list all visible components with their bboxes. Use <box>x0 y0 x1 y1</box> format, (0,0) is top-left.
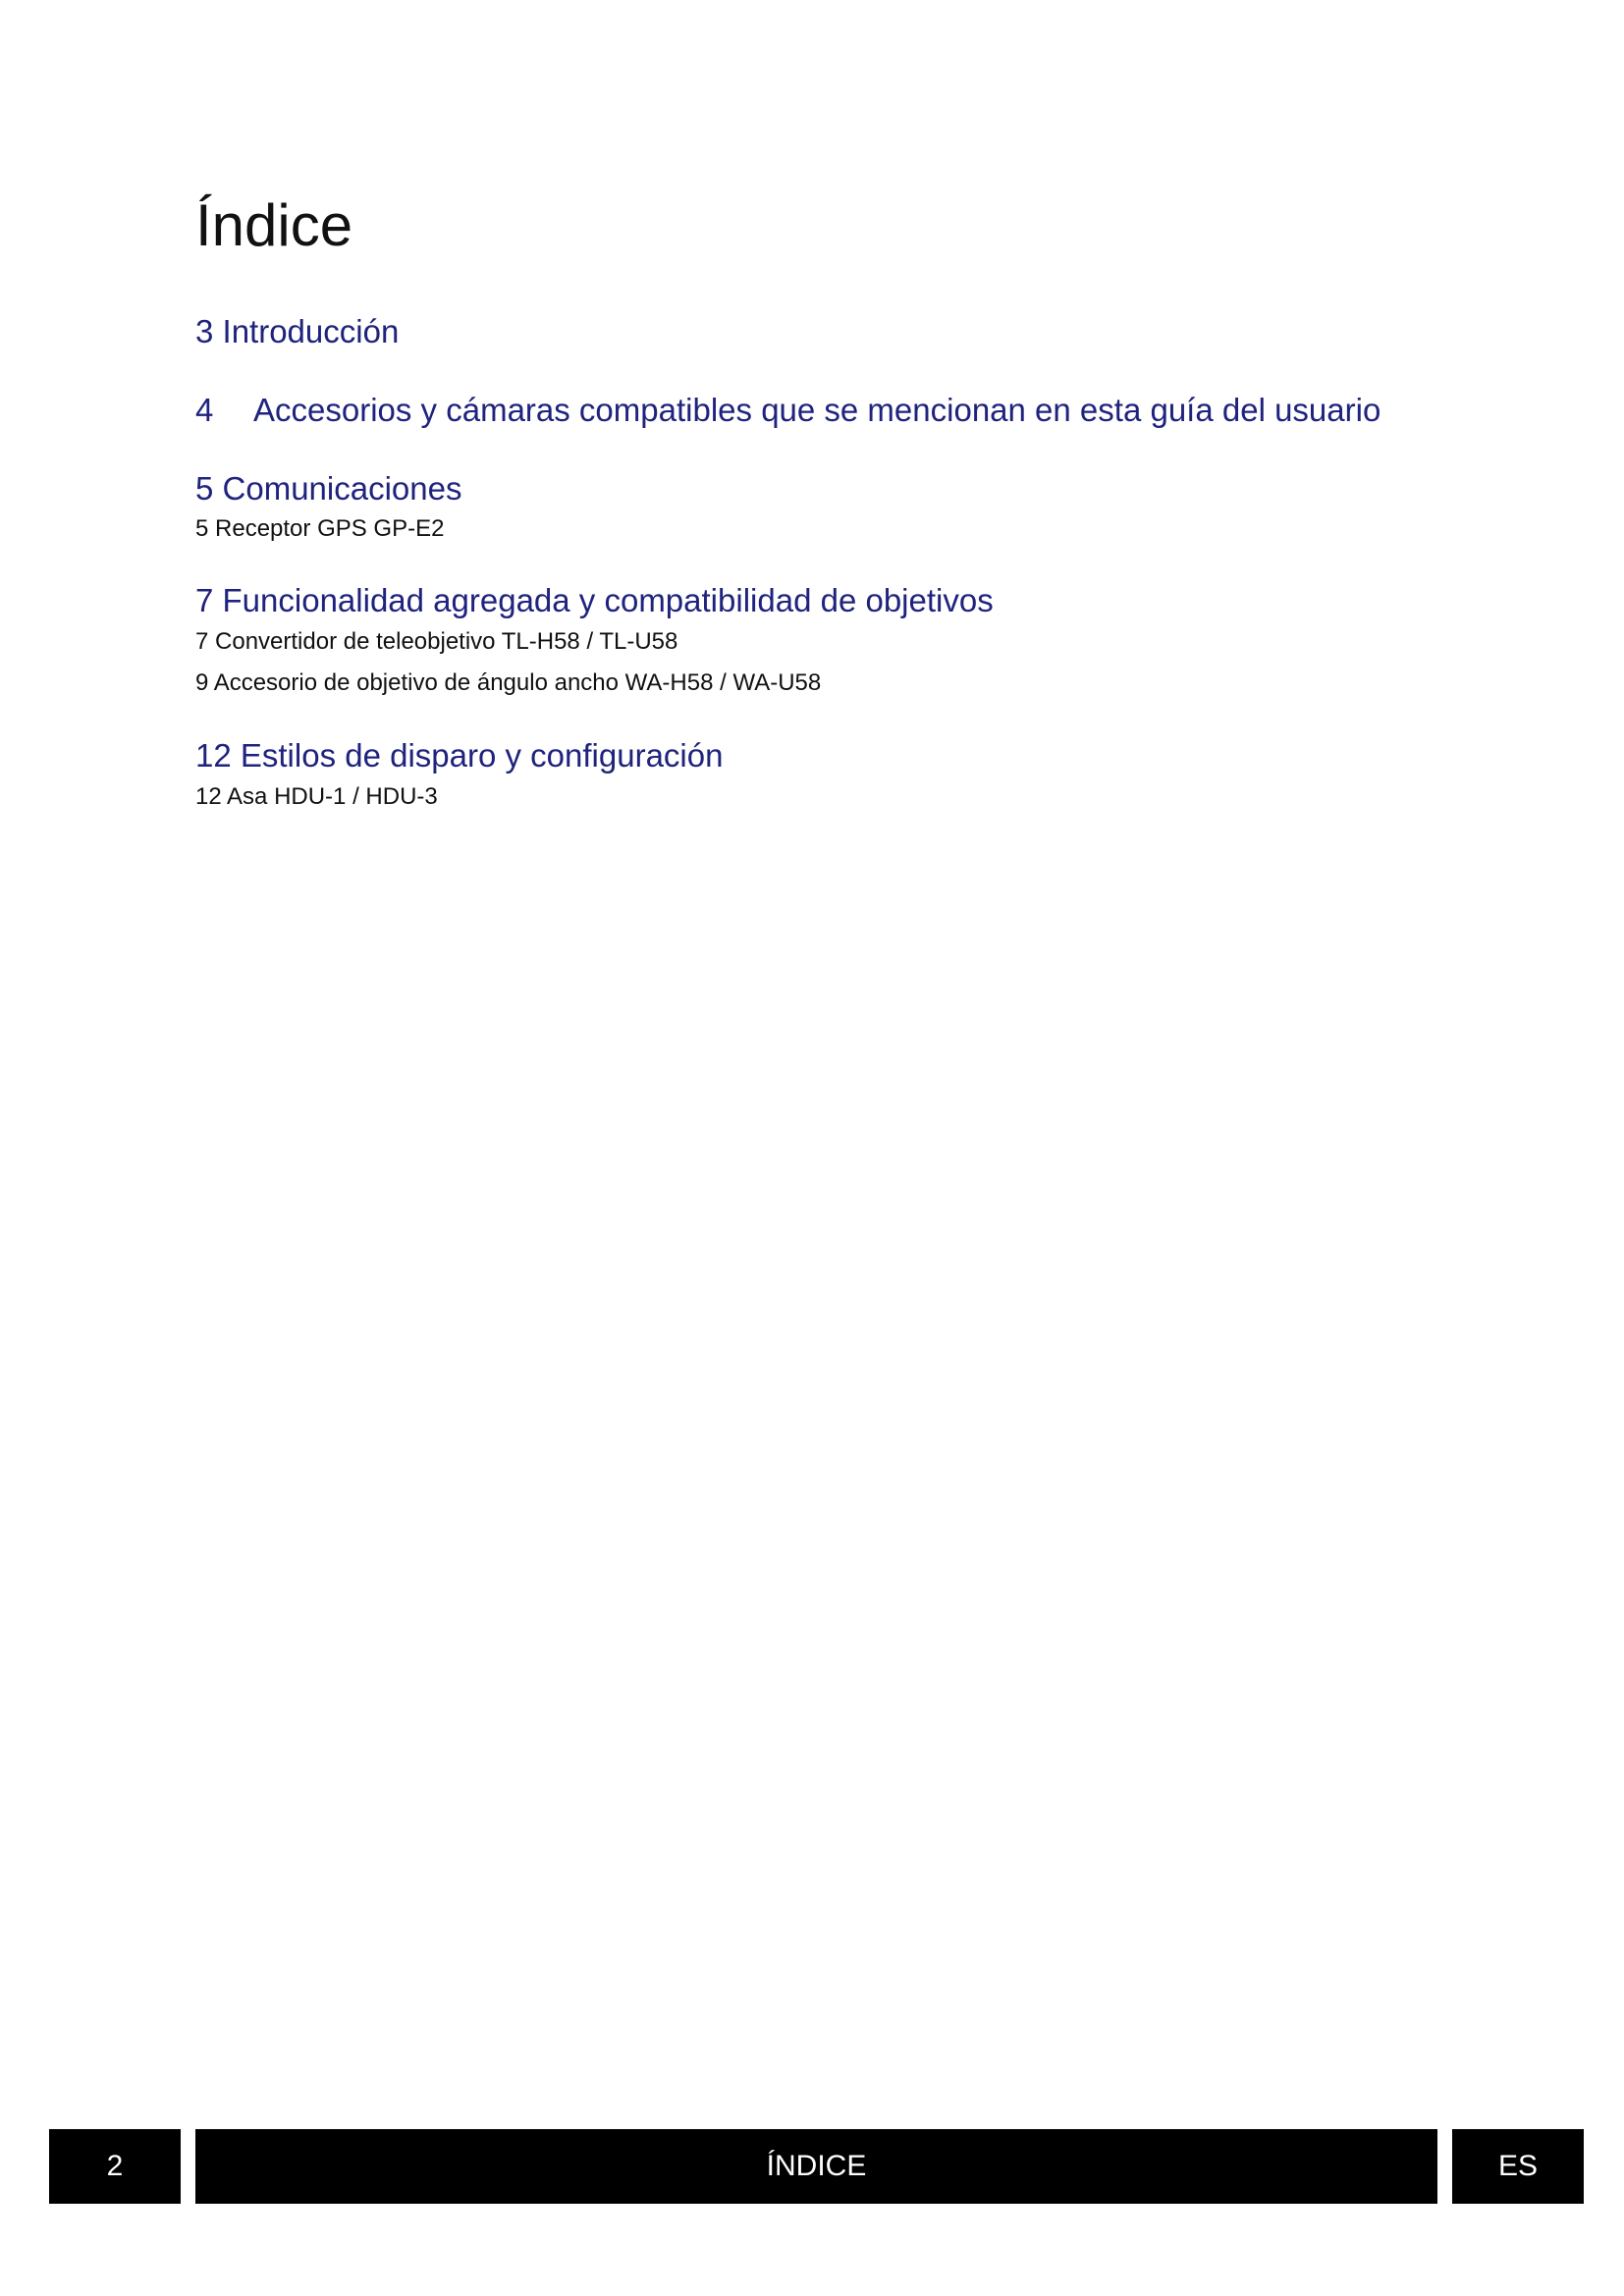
toc-entry-estilos[interactable]: 12 Estilos de disparo y configuración <box>195 737 724 774</box>
footer-section-title: ÍNDICE <box>195 2129 1437 2204</box>
toc-subentry-asa[interactable]: 12 Asa HDU-1 / HDU-3 <box>195 783 438 810</box>
toc-subentry-receptor-gps[interactable]: 5 Receptor GPS GP-E2 <box>195 515 445 542</box>
toc-entry-funcionalidad[interactable]: 7 Funcionalidad agregada y compatibilidad de objetivos <box>195 582 994 618</box>
toc-entry-comunicaciones[interactable]: 5 Comunicaciones <box>195 470 462 507</box>
footer-language: ES <box>1452 2129 1584 2204</box>
toc-entry-number: 4 <box>195 392 214 428</box>
toc-entry-accesorios[interactable] <box>195 391 1380 430</box>
page-title: Índice <box>195 192 353 258</box>
toc-entry-label: Accesorios y cámaras compatibles que se mencionan en esta guía del usuario <box>253 392 1381 428</box>
toc-subentry-gran-angular[interactable]: 9 Accesorio de objetivo de ángulo ancho WA-H58 / WA-U58 <box>195 669 822 696</box>
footer-page-number: 2 <box>49 2129 181 2204</box>
toc-entry-introduccion[interactable]: 3 Introducción <box>195 313 400 349</box>
toc-subentry-convertidor[interactable]: 7 Convertidor de teleobjetivo TL-H58 / TL-U58 <box>195 628 678 655</box>
